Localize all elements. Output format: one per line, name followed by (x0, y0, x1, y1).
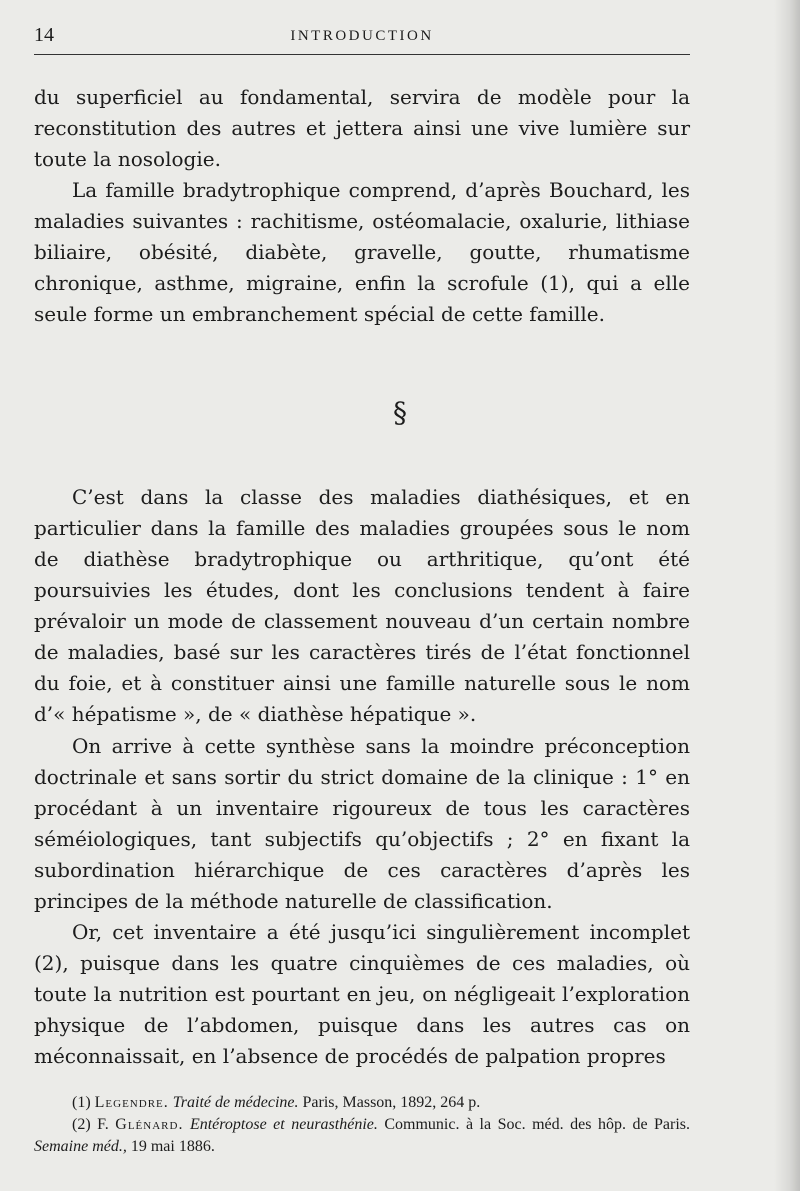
footnote-date: 19 mai 1886. (130, 1138, 215, 1155)
footnote-citation: Communic. à la Soc. méd. des hôp. de Paris. (384, 1116, 691, 1133)
footnote-author: Legendre. (94, 1094, 169, 1111)
footnote-citation: Paris, Masson, 1892, 264 p. (302, 1094, 481, 1111)
paragraph-inventory: Or, cet inventaire a été jusqu’ici singulièrement incomplet (2), puisque dans les quatre cinquièmes de ces maladies, où toute la nutrition est pourtant en jeu, on négligeait l’exploration physique de l’abdomen, puisque dans les autres cas on méconnaissait, en l’absence de procédés de palpation propres (34, 920, 690, 1068)
footnotes (34, 1092, 690, 1158)
footnote-work-title: Entéroptose et neurasthénie. (189, 1116, 378, 1133)
footnote-1 (34, 1092, 690, 1114)
page-number: 14 (34, 24, 54, 46)
footnote-marker: (2) (72, 1116, 91, 1133)
footnote-marker: (1) (72, 1094, 91, 1111)
running-title: INTRODUCTION (290, 28, 434, 44)
paragraph-diathesis-studies: C’est dans la classe des maladies diathésiques, et en particulier dans la famille des maladies groupées sous le nom de diathèse bradytrophique ou arthritique, qu’ont été poursuivies les études, dont les conclusions tendent à faire prévaloir un mode de classement nouveau d’un certain nombre de maladies, basé sur les caractères tirés de l’état fonctionnel du foie, et à constituer ainsi une famille naturelle sous le nom d’« hépatisme », de « diathèse hépatique ». (34, 485, 690, 726)
paragraph-synthesis: On arrive à cette synthèse sans la moindre préconception doctrinale et sans sortir du strict domaine de la clinique : 1° en procédant à un inventaire rigoureux de tous les caractères séméiologiques, tant subjectifs qu’objectifs ; 2° en fixant la subordination hiérarchique de ces caractères d’après les principes de la méthode naturelle de classification. (34, 734, 690, 913)
paragraph-continuation: du superficiel au fondamental, servira de modèle pour la reconstitution des autres et jettera ainsi une vive lumière sur toute la nosologie. (34, 85, 690, 171)
footnote-2 (34, 1114, 690, 1158)
paragraph-bradytrophic-family: La famille bradytrophique comprend, d’après Bouchard, les maladies suivantes : rachitisme, ostéomalacie, oxalurie, lithiase biliaire, obésité, diabète, gravelle, goutte, rhumatisme chronique, asthme, migraine, enfin la scrofule (1), qui a elle seule forme un embranchement spécial de cette famille. (34, 178, 690, 326)
footnote-author-initial: F. (97, 1116, 109, 1133)
footnote-journal-title: Semaine méd., (34, 1138, 127, 1155)
page-edge-shadow (774, 0, 800, 1191)
section-mark: § (393, 396, 407, 429)
footnote-work-title: Traité de médecine. (172, 1094, 299, 1111)
footnote-author: Glénard. (115, 1116, 184, 1133)
running-head (34, 24, 690, 55)
